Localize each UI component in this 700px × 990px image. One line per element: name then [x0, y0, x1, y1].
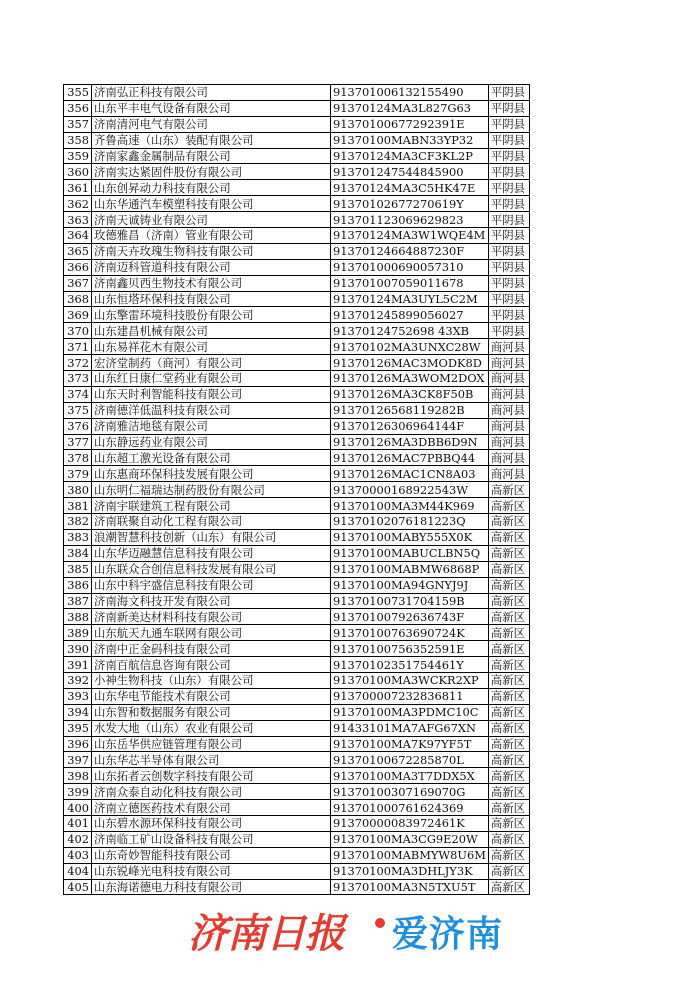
- company-name-cell: 山东惠商环保科技发展有限公司: [92, 466, 331, 482]
- row-number-cell: 376: [64, 418, 92, 434]
- company-name-cell: 山东平丰电气设备有限公司: [92, 100, 331, 116]
- row-number-cell: 400: [64, 800, 92, 816]
- credit-code-cell: 91370124MA3UYL5C2M: [331, 291, 489, 307]
- row-number-cell: 360: [64, 164, 92, 180]
- credit-code-cell: 91370102677270619Y: [331, 196, 489, 212]
- table-row: [64, 672, 530, 688]
- credit-code-cell: 91370126MAC1CN8A03: [331, 466, 489, 482]
- company-name-cell: 济南清河电气有限公司: [92, 116, 331, 132]
- table-row: [64, 418, 530, 434]
- credit-code-cell: 91370126MA3WOM2DOX: [331, 371, 489, 387]
- credit-code-cell: 91370124MA3C5HK47E: [331, 180, 489, 196]
- row-number-cell: 395: [64, 720, 92, 736]
- company-name-cell: 济南海文科技开发有限公司: [92, 593, 331, 609]
- table-body: [64, 85, 530, 895]
- company-name-cell: 山东拓者云创数字科技有限公司: [92, 768, 331, 784]
- district-cell: 商河县: [488, 450, 529, 466]
- row-number-cell: 383: [64, 529, 92, 545]
- row-number-cell: 404: [64, 863, 92, 879]
- company-name-cell: 浪潮智慧科技创新（山东）有限公司: [92, 529, 331, 545]
- table-row: [64, 100, 530, 116]
- row-number-cell: 386: [64, 577, 92, 593]
- table-row: [64, 402, 530, 418]
- district-cell: 高新区: [488, 863, 529, 879]
- row-number-cell: 361: [64, 180, 92, 196]
- credit-code-cell: 91370100MABMW6868P: [331, 561, 489, 577]
- district-cell: 商河县: [488, 355, 529, 371]
- district-cell: 平阴县: [488, 212, 529, 228]
- row-number-cell: 366: [64, 259, 92, 275]
- table-row: [64, 482, 530, 498]
- credit-code-cell: 91370100792636743F: [331, 609, 489, 625]
- district-cell: 高新区: [488, 625, 529, 641]
- district-cell: 高新区: [488, 720, 529, 736]
- credit-code-cell: 913701123069629823: [331, 212, 489, 228]
- credit-code-cell: 91370100731704159B: [331, 593, 489, 609]
- company-name-cell: 济南宇联建筑工程有限公司: [92, 498, 331, 514]
- credit-code-cell: 91370126MA3DBB6D9N: [331, 434, 489, 450]
- row-number-cell: 385: [64, 561, 92, 577]
- company-name-cell: 山东海诺德电力科技有限公司: [92, 879, 331, 895]
- company-name-cell: 山东智和数据服务有限公司: [92, 704, 331, 720]
- table-row: [64, 386, 530, 402]
- table-row: [64, 450, 530, 466]
- table-row: [64, 164, 530, 180]
- company-name-cell: 山东天时利智能科技有限公司: [92, 386, 331, 402]
- district-cell: 高新区: [488, 879, 529, 895]
- row-number-cell: 399: [64, 784, 92, 800]
- district-cell: 平阴县: [488, 196, 529, 212]
- company-name-cell: 济南中正金码科技有限公司: [92, 641, 331, 657]
- credit-code-cell: 91370000168922543W: [331, 482, 489, 498]
- company-name-cell: 山东易祥花木有限公司: [92, 339, 331, 355]
- row-number-cell: 405: [64, 879, 92, 895]
- company-name-cell: 济南家鑫金属制品有限公司: [92, 148, 331, 164]
- district-cell: 高新区: [488, 498, 529, 514]
- table-row: [64, 259, 530, 275]
- company-name-cell: 山东明仁福瑞达制药股份有限公司: [92, 482, 331, 498]
- company-name-cell: 济南弘正科技有限公司: [92, 85, 331, 101]
- row-number-cell: 390: [64, 641, 92, 657]
- credit-code-cell: 91370100MA3CG9E20W: [331, 831, 489, 847]
- row-number-cell: 397: [64, 752, 92, 768]
- district-cell: 平阴县: [488, 85, 529, 101]
- row-number-cell: 402: [64, 831, 92, 847]
- company-name-cell: 济南德洋低温科技有限公司: [92, 402, 331, 418]
- company-name-cell: 济南众泰自动化科技有限公司: [92, 784, 331, 800]
- credit-code-cell: 91370102351754461Y: [331, 657, 489, 673]
- row-number-cell: 377: [64, 434, 92, 450]
- credit-code-cell: 91370100MA3M44K969: [331, 498, 489, 514]
- company-name-cell: 济南迈科管道科技有限公司: [92, 259, 331, 275]
- district-cell: 高新区: [488, 657, 529, 673]
- table-row: [64, 625, 530, 641]
- credit-code-cell: 91370100MABY555X0K: [331, 529, 489, 545]
- credit-code-cell: 91370124752698 43XB: [331, 323, 489, 339]
- company-name-cell: 山东超工激光设备有限公司: [92, 450, 331, 466]
- district-cell: 商河县: [488, 402, 529, 418]
- district-cell: 平阴县: [488, 164, 529, 180]
- credit-code-cell: 91370102076181223Q: [331, 514, 489, 530]
- credit-code-cell: 91370124MA3L827G63: [331, 100, 489, 116]
- company-name-cell: 山东华通汽车模塑科技有限公司: [92, 196, 331, 212]
- credit-code-cell: 91433101MA7AFG67XN: [331, 720, 489, 736]
- company-name-cell: 山东奇妙智能科技有限公司: [92, 847, 331, 863]
- company-name-cell: 山东红日康仁堂药业有限公司: [92, 371, 331, 387]
- company-name-cell: 山东静远药业有限公司: [92, 434, 331, 450]
- row-number-cell: 379: [64, 466, 92, 482]
- district-cell: 平阴县: [488, 323, 529, 339]
- district-cell: 平阴县: [488, 291, 529, 307]
- app-logo-text: 爱济南: [392, 914, 504, 955]
- table-row: [64, 228, 530, 244]
- district-cell: 平阴县: [488, 116, 529, 132]
- table-row: [64, 720, 530, 736]
- table-row: [64, 148, 530, 164]
- credit-code-cell: 91370100756352591E: [331, 641, 489, 657]
- row-number-cell: 388: [64, 609, 92, 625]
- company-name-cell: 济南实达紧固件股份有限公司: [92, 164, 331, 180]
- credit-code-cell: 91370100MA3DHLJY3K: [331, 863, 489, 879]
- credit-code-cell: 913701247544845900: [331, 164, 489, 180]
- credit-code-cell: 91370000083972461K: [331, 815, 489, 831]
- row-number-cell: 358: [64, 132, 92, 148]
- table-row: [64, 768, 530, 784]
- credit-code-cell: 91370100MA3T7DDX5X: [331, 768, 489, 784]
- credit-code-cell: 91370100MA3N5TXU5T: [331, 879, 489, 895]
- table-row: [64, 752, 530, 768]
- district-cell: 高新区: [488, 593, 529, 609]
- district-cell: 高新区: [488, 577, 529, 593]
- district-cell: 高新区: [488, 561, 529, 577]
- district-cell: 高新区: [488, 831, 529, 847]
- district-cell: 高新区: [488, 529, 529, 545]
- row-number-cell: 391: [64, 657, 92, 673]
- row-number-cell: 403: [64, 847, 92, 863]
- company-name-cell: 济南联聚自动化工程有限公司: [92, 514, 331, 530]
- table-row: [64, 243, 530, 259]
- district-cell: 高新区: [488, 784, 529, 800]
- district-cell: 高新区: [488, 688, 529, 704]
- table-row: [64, 275, 530, 291]
- district-cell: 高新区: [488, 482, 529, 498]
- company-name-cell: 山东华电节能技术有限公司: [92, 688, 331, 704]
- company-name-cell: 济南临工矿山设备科技有限公司: [92, 831, 331, 847]
- company-name-cell: 山东擎雷环境科技股份有限公司: [92, 307, 331, 323]
- table-row: [64, 132, 530, 148]
- row-number-cell: 367: [64, 275, 92, 291]
- district-cell: 高新区: [488, 641, 529, 657]
- row-number-cell: 401: [64, 815, 92, 831]
- credit-code-cell: 91370100MA3WCKR2XP: [331, 672, 489, 688]
- table-row: [64, 498, 530, 514]
- company-name-cell: 山东中科宇盛信息科技有限公司: [92, 577, 331, 593]
- district-cell: 商河县: [488, 339, 529, 355]
- credit-code-cell: 913701007059011678: [331, 275, 489, 291]
- credit-code-cell: 91370124MA3CF3KL2P: [331, 148, 489, 164]
- district-cell: 高新区: [488, 752, 529, 768]
- company-name-cell: 济南鑫贝西生物技术有限公司: [92, 275, 331, 291]
- table-row: [64, 116, 530, 132]
- company-name-cell: 山东岳华供应链管理有限公司: [92, 736, 331, 752]
- credit-code-cell: 91370100307169070G: [331, 784, 489, 800]
- table-row: [64, 514, 530, 530]
- row-number-cell: 355: [64, 85, 92, 101]
- table-row: [64, 577, 530, 593]
- table-row: [64, 529, 530, 545]
- district-cell: 高新区: [488, 609, 529, 625]
- row-number-cell: 370: [64, 323, 92, 339]
- company-name-cell: 济南天诚铸业有限公司: [92, 212, 331, 228]
- company-name-cell: 山东碧水源环保科技有限公司: [92, 815, 331, 831]
- district-cell: 平阴县: [488, 307, 529, 323]
- watermark: [0, 900, 700, 960]
- table-row: [64, 561, 530, 577]
- credit-code-cell: 913701000690057310: [331, 259, 489, 275]
- district-cell: 平阴县: [488, 243, 529, 259]
- district-cell: 高新区: [488, 736, 529, 752]
- district-cell: 平阴县: [488, 132, 529, 148]
- company-name-cell: 山东华芯半导体有限公司: [92, 752, 331, 768]
- row-number-cell: 384: [64, 545, 92, 561]
- district-cell: 高新区: [488, 847, 529, 863]
- company-name-cell: 水发大地（山东）农业有限公司: [92, 720, 331, 736]
- table-row: [64, 212, 530, 228]
- table-row: [64, 800, 530, 816]
- credit-code-cell: 91370100MABN33YP32: [331, 132, 489, 148]
- row-number-cell: 362: [64, 196, 92, 212]
- district-cell: 平阴县: [488, 100, 529, 116]
- credit-code-cell: 913701000761624369: [331, 800, 489, 816]
- table-row: [64, 736, 530, 752]
- table-row: [64, 323, 530, 339]
- company-name-cell: 济南百航信息咨询有限公司: [92, 657, 331, 673]
- row-number-cell: 371: [64, 339, 92, 355]
- table-row: [64, 85, 530, 101]
- company-name-cell: 济南雅洁地毯有限公司: [92, 418, 331, 434]
- credit-code-cell: 91370102MA3UNXC28W: [331, 339, 489, 355]
- row-number-cell: 392: [64, 672, 92, 688]
- table-row: [64, 307, 530, 323]
- table-row: [64, 339, 530, 355]
- company-name-cell: 济南立德医药技术有限公司: [92, 800, 331, 816]
- table-row: [64, 545, 530, 561]
- table-row: [64, 879, 530, 895]
- company-name-cell: 齐鲁高速（山东）装配有限公司: [92, 132, 331, 148]
- row-number-cell: 378: [64, 450, 92, 466]
- credit-code-cell: 91370100MABMYW8U6M: [331, 847, 489, 863]
- credit-code-cell: 91370126568119282B: [331, 402, 489, 418]
- district-cell: 平阴县: [488, 275, 529, 291]
- credit-code-cell: 91370126306964144F: [331, 418, 489, 434]
- table-row: [64, 704, 530, 720]
- credit-code-cell: 91370100672285870L: [331, 752, 489, 768]
- district-cell: 商河县: [488, 466, 529, 482]
- district-cell: 高新区: [488, 704, 529, 720]
- district-cell: 高新区: [488, 545, 529, 561]
- district-cell: 高新区: [488, 514, 529, 530]
- company-name-cell: 山东航天九通车联网有限公司: [92, 625, 331, 641]
- district-cell: 平阴县: [488, 259, 529, 275]
- company-name-cell: 济南天卉玫瑰生物科技有限公司: [92, 243, 331, 259]
- newspaper-logo-text: 济南日报: [188, 910, 344, 957]
- row-number-cell: 389: [64, 625, 92, 641]
- row-number-cell: 373: [64, 371, 92, 387]
- credit-code-cell: 91370100MA94GNYJ9J: [331, 577, 489, 593]
- credit-code-cell: 91370124664887230F: [331, 243, 489, 259]
- row-number-cell: 387: [64, 593, 92, 609]
- table-row: [64, 863, 530, 879]
- credit-code-cell: 91370124MA3W1WQE4M: [331, 228, 489, 244]
- table-row: [64, 609, 530, 625]
- table-row: [64, 355, 530, 371]
- district-cell: 平阴县: [488, 228, 529, 244]
- row-number-cell: 365: [64, 243, 92, 259]
- table-row: [64, 291, 530, 307]
- table-row: [64, 815, 530, 831]
- company-name-cell: 山东锐峰光电科技有限公司: [92, 863, 331, 879]
- district-cell: 商河县: [488, 418, 529, 434]
- table-row: [64, 466, 530, 482]
- row-number-cell: 382: [64, 514, 92, 530]
- company-name-cell: 山东恒塔环保科技有限公司: [92, 291, 331, 307]
- company-name-cell: 山东联众合创信息科技发展有限公司: [92, 561, 331, 577]
- table-row: [64, 847, 530, 863]
- row-number-cell: 372: [64, 355, 92, 371]
- credit-code-cell: 91370100MA7K97YF5T: [331, 736, 489, 752]
- company-name-cell: 宏济堂制药（商河）有限公司: [92, 355, 331, 371]
- table-row: [64, 784, 530, 800]
- company-name-cell: 山东华迈融慧信息科技有限公司: [92, 545, 331, 561]
- district-cell: 高新区: [488, 672, 529, 688]
- logo-separator-dot: [375, 918, 385, 928]
- district-cell: 商河县: [488, 386, 529, 402]
- row-number-cell: 381: [64, 498, 92, 514]
- row-number-cell: 375: [64, 402, 92, 418]
- table-row: [64, 434, 530, 450]
- company-name-cell: 济南新美达材料科技有限公司: [92, 609, 331, 625]
- district-cell: 商河县: [488, 371, 529, 387]
- table-row: [64, 180, 530, 196]
- row-number-cell: 380: [64, 482, 92, 498]
- company-name-cell: 小神生物科技（山东）有限公司: [92, 672, 331, 688]
- row-number-cell: 356: [64, 100, 92, 116]
- row-number-cell: 364: [64, 228, 92, 244]
- table-row: [64, 831, 530, 847]
- row-number-cell: 396: [64, 736, 92, 752]
- company-name-cell: 玫德雅昌（济南）管业有限公司: [92, 228, 331, 244]
- company-name-cell: 山东创昇动力科技有限公司: [92, 180, 331, 196]
- district-cell: 平阴县: [488, 180, 529, 196]
- row-number-cell: 394: [64, 704, 92, 720]
- row-number-cell: 368: [64, 291, 92, 307]
- row-number-cell: 359: [64, 148, 92, 164]
- credit-code-cell: 91370100677292391E: [331, 116, 489, 132]
- district-cell: 高新区: [488, 815, 529, 831]
- district-cell: 高新区: [488, 768, 529, 784]
- row-number-cell: 357: [64, 116, 92, 132]
- credit-code-cell: 913701006132155490: [331, 85, 489, 101]
- credit-code-cell: 913701245899056027: [331, 307, 489, 323]
- row-number-cell: 374: [64, 386, 92, 402]
- company-list-table: [63, 84, 530, 895]
- table-row: [64, 371, 530, 387]
- row-number-cell: 369: [64, 307, 92, 323]
- credit-code-cell: 91370100MA3PDMC10C: [331, 704, 489, 720]
- table-row: [64, 641, 530, 657]
- row-number-cell: 363: [64, 212, 92, 228]
- district-cell: 商河县: [488, 434, 529, 450]
- row-number-cell: 398: [64, 768, 92, 784]
- row-number-cell: 393: [64, 688, 92, 704]
- company-name-cell: 山东建昌机械有限公司: [92, 323, 331, 339]
- credit-code-cell: 91370126MAC3MODK8D: [331, 355, 489, 371]
- credit-code-cell: 913700007232836811: [331, 688, 489, 704]
- credit-code-cell: 91370100MABUCLBN5Q: [331, 545, 489, 561]
- credit-code-cell: 91370126MAC7PBBQ44: [331, 450, 489, 466]
- table-row: [64, 688, 530, 704]
- credit-code-cell: 91370126MA3CK8F50B: [331, 386, 489, 402]
- district-cell: 平阴县: [488, 148, 529, 164]
- table-row: [64, 657, 530, 673]
- table-row: [64, 196, 530, 212]
- table-row: [64, 593, 530, 609]
- district-cell: 高新区: [488, 800, 529, 816]
- credit-code-cell: 91370100763690724K: [331, 625, 489, 641]
